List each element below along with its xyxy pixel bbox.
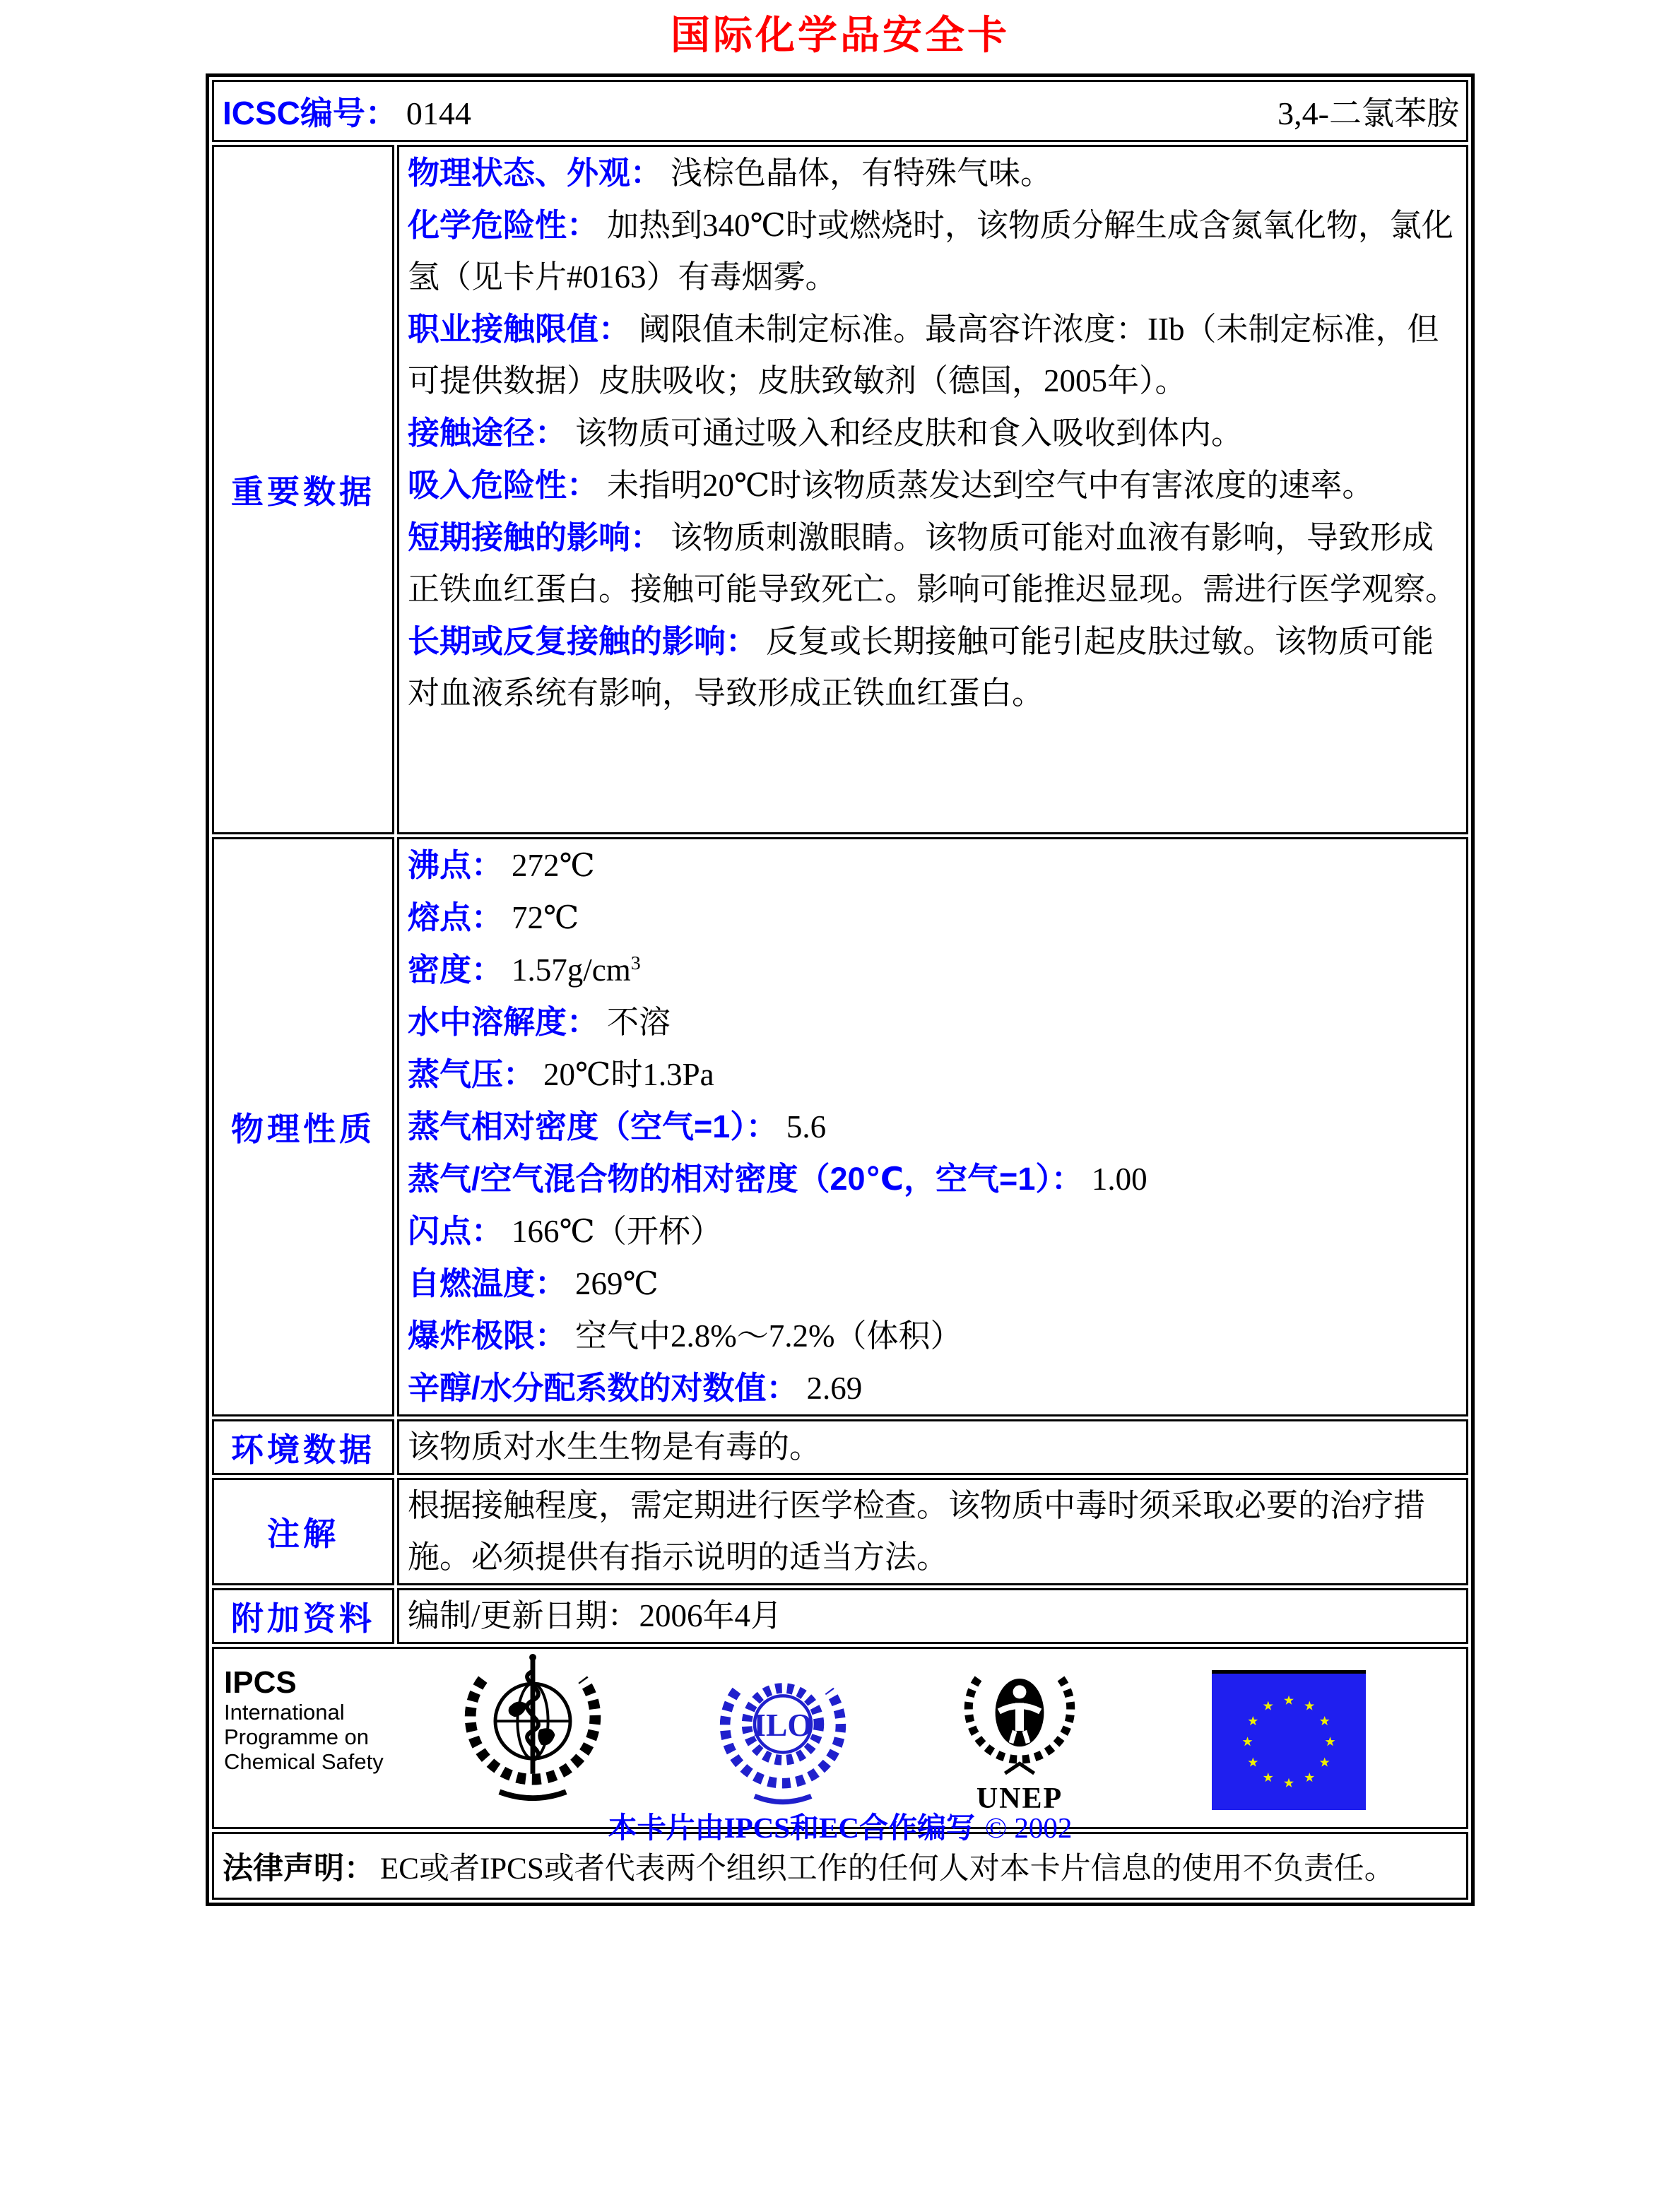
property-line (408, 892, 1461, 944)
property-value: 该物质可通过吸入和经皮肤和食入吸收到体内。 (575, 415, 1244, 451)
important-data-row (212, 145, 1468, 834)
property-value: $1.57g/cm^3$ (512, 952, 641, 988)
property-line (408, 996, 1461, 1048)
property-label: 化学危险性： (408, 207, 599, 243)
environmental-data-content: 该物质对水生生物是有毒的。 (397, 1419, 1468, 1475)
property-value: 未指明20℃时该物质蒸发达到空气中有害浓度的速率。 (607, 468, 1374, 503)
property-label: 蒸气相对密度（空气=1）： (408, 1108, 778, 1145)
property-label: 水中溶解度： (408, 1004, 599, 1040)
property-line (408, 1258, 1461, 1310)
property-value: 1.00 (1091, 1161, 1147, 1197)
unep-logo-icon (959, 1652, 1080, 1783)
property-label: 熔点： (408, 899, 504, 935)
section-label-environmental-data: 环境数据 (212, 1419, 394, 1475)
property-line (408, 1153, 1461, 1205)
header-row (212, 80, 1468, 142)
property-line (408, 459, 1461, 511)
section-label-additional-info: 附加资料 (212, 1588, 394, 1644)
property-label: 职业接触限值： (408, 311, 631, 347)
physical-properties-content (397, 837, 1468, 1416)
legal-statement-label: 法律声明： (223, 1851, 374, 1886)
logos-row (212, 1647, 1468, 1829)
section-label-physical-properties: 物理性质 (212, 837, 394, 1416)
icsc-number-value: 0144 (406, 95, 471, 131)
property-line (408, 1101, 1461, 1153)
property-value: 166℃（开杯） (512, 1214, 722, 1249)
icsc-table (206, 73, 1475, 1906)
logos-cell (212, 1647, 1468, 1844)
property-line (408, 944, 1461, 996)
property-value: 空气中2.8%～7.2%（体积） (575, 1318, 962, 1354)
caption-text: 本卡片由IPCS和EC合作编写 (608, 1811, 975, 1844)
section-label-important-data: 重要数据 (212, 145, 394, 834)
physical-properties-row (212, 837, 1468, 1416)
property-label: 自燃温度： (408, 1265, 567, 1301)
property-line (408, 1048, 1461, 1101)
icsc-number-label: ICSC编号： (223, 95, 398, 131)
property-label: 长期或反复接触的影响： (408, 623, 758, 659)
page-title: 国际化学品安全卡 (671, 14, 1010, 58)
property-value: 不溶 (607, 1005, 671, 1040)
property-value: 5.6 (786, 1109, 827, 1145)
property-line (408, 199, 1461, 303)
property-label: 闪点： (408, 1213, 504, 1249)
environmental-data-row (212, 1419, 1468, 1475)
eu-flag-icon (1212, 1670, 1366, 1810)
property-value: 269℃ (575, 1266, 659, 1301)
property-value: 2.69 (806, 1371, 863, 1406)
superscript: 3 (630, 952, 641, 974)
property-line (408, 303, 1461, 407)
notes-content: 根据接触程度，需定期进行医学检查。该物质中毒时须采取必要的治疗措施。必须提供有指示说明的适当方法。 (397, 1478, 1468, 1585)
card-credit-caption (214, 1804, 1466, 1846)
who-logo-icon (463, 1652, 603, 1804)
property-label: 接触途径： (408, 415, 567, 451)
property-line (408, 147, 1461, 199)
property-label: 短期接触的影响： (408, 519, 663, 555)
property-line (408, 1205, 1461, 1258)
copyright-text: © 2002 (984, 1811, 1073, 1844)
property-value: 该物质刺激眼睛。该物质可能对血液有影响，导致形成正铁血红蛋白。接触可能导致死亡。影响可能推迟显现。需进行医学观察。 (408, 520, 1458, 607)
ilo-logo-icon (719, 1662, 847, 1807)
property-label: 密度： (408, 952, 504, 988)
header-cell (212, 80, 1468, 142)
property-line (408, 839, 1461, 892)
icsc-card-page (206, 4, 1475, 1906)
property-label: 沸点： (408, 847, 504, 883)
property-value: 72℃ (512, 900, 579, 935)
eu-flag-stars (1212, 1674, 1366, 1810)
important-data-content (397, 145, 1468, 834)
property-value: 反复或长期接触可能引起皮肤过敏。该物质可能对血液系统有影响，导致形成正铁血红蛋白。 (408, 624, 1434, 711)
property-line (408, 1310, 1461, 1362)
property-value: 加热到340℃时或燃烧时，该物质分解生成含氮氧化物，氯化氢（见卡片#0163）有毒烟雾。 (408, 208, 1453, 295)
chemical-name: 3,4-二氯苯胺 (1277, 95, 1459, 131)
property-value: 阈限值未制定标准。最高容许浓度：IIb（未制定标准，但可提供数据）皮肤吸收；皮肤致敏剂（德国，2005年）。 (408, 312, 1439, 398)
property-label: 辛醇/水分配系数的对数值： (408, 1370, 798, 1406)
property-label: 蒸气/空气混合物的相对密度（20℃，空气=1）： (408, 1161, 1083, 1197)
property-label: 蒸气压： (408, 1056, 536, 1092)
ipcs-subtitle-line: International (224, 1700, 345, 1725)
property-line (408, 407, 1461, 459)
property-label: 爆炸极限： (408, 1318, 567, 1354)
icsc-number-group (223, 88, 471, 134)
property-line (408, 511, 1461, 615)
additional-info-row (212, 1588, 1468, 1644)
section-label-notes: 注解 (212, 1478, 394, 1585)
notes-row (212, 1478, 1468, 1585)
ilo-logo-text: ILO (753, 1706, 813, 1743)
property-label: 吸入危险性： (408, 467, 599, 503)
ipcs-title: IPCS (224, 1665, 297, 1700)
property-line (408, 615, 1461, 719)
legal-statement-text: EC或者IPCS或者代表两个组织工作的任何人对本卡片信息的使用不负责任。 (380, 1852, 1395, 1886)
property-label: 物理状态、外观： (408, 155, 663, 191)
property-value: 浅棕色晶体，有特殊气味。 (671, 155, 1053, 191)
ipcs-text-block (224, 1666, 436, 1774)
property-value: 20℃时1.3Pa (543, 1057, 714, 1092)
property-value: 272℃ (512, 848, 595, 883)
unep-logo-text: UNEP (976, 1782, 1063, 1815)
unep-logo (959, 1652, 1080, 1828)
property-line (408, 1362, 1461, 1414)
ipcs-subtitle-line: Chemical Safety (224, 1749, 384, 1774)
additional-info-content: 编制/更新日期：2006年4月 (397, 1588, 1468, 1644)
ipcs-subtitle-line: Programme on (224, 1725, 370, 1749)
